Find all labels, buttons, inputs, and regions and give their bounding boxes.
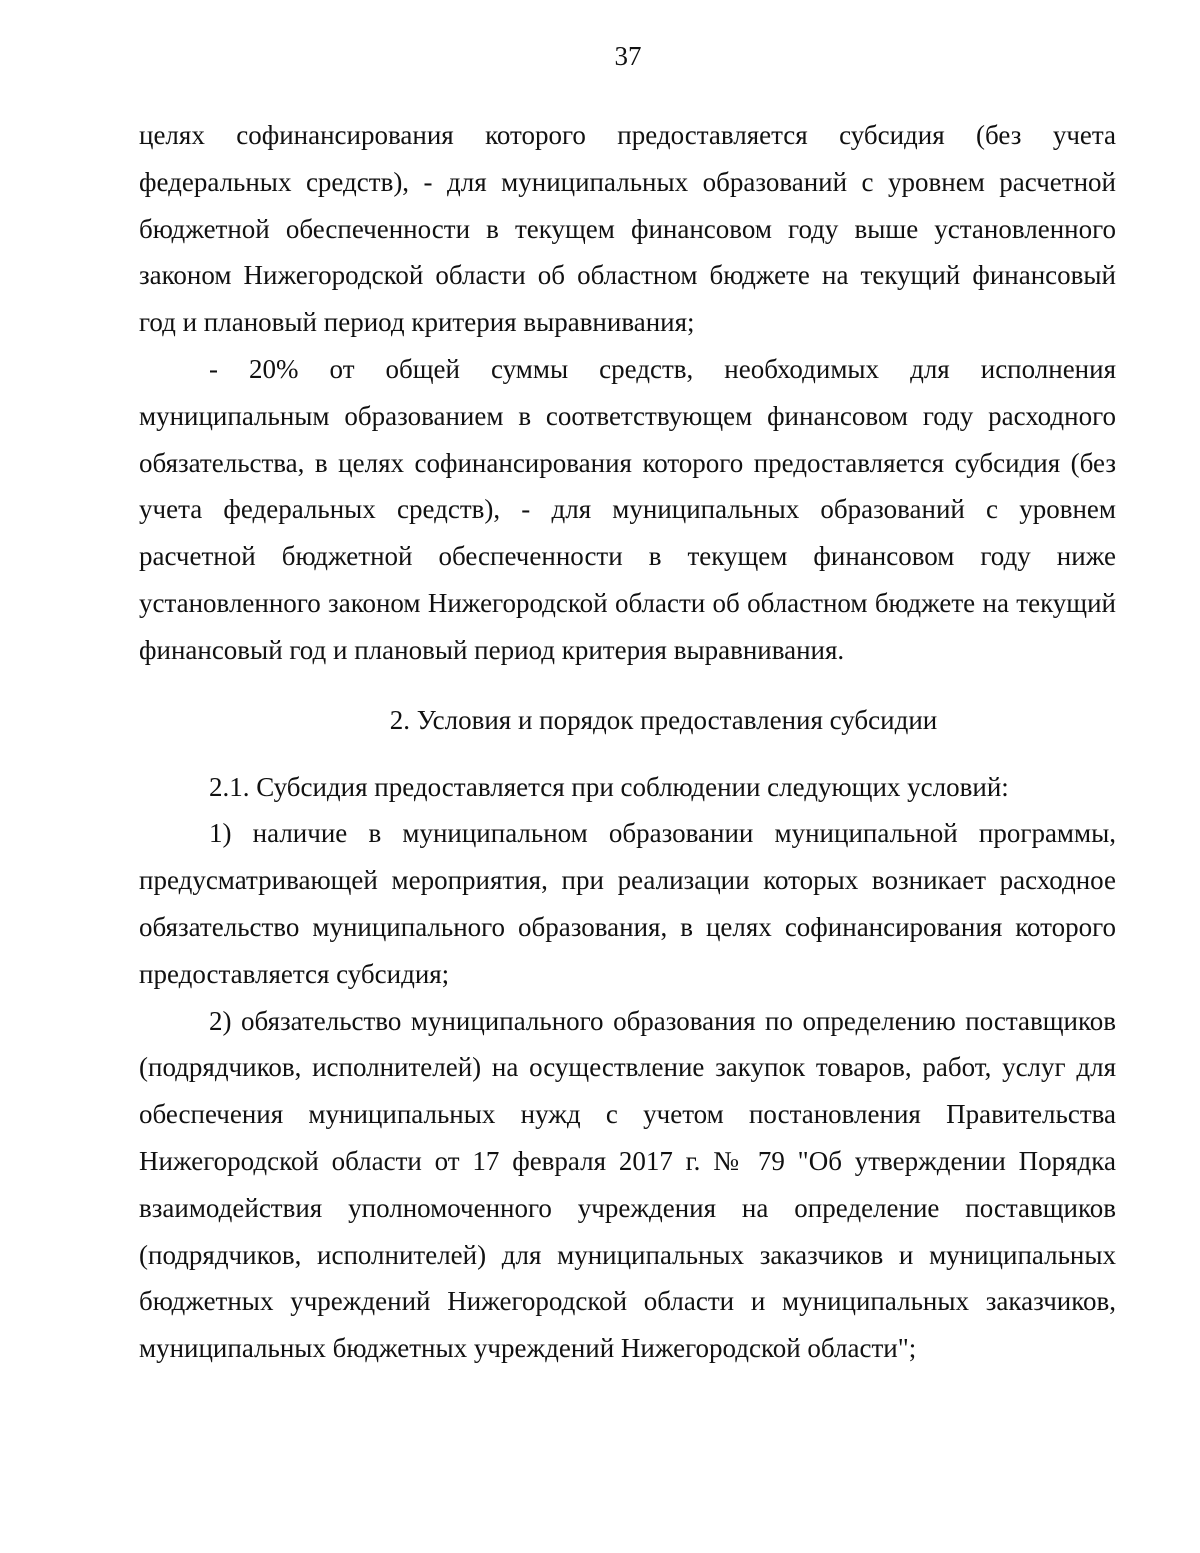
paragraph-condition-2: 2) обязательство муниципального образования по определению поставщиков (подрядчиков, исполнителей) на осуществление закупок товаров, работ, услуг для обеспечения муниципальных нужд с учетом постановления Правительства Нижегородской области от 17 февраля 2017 г. № 79 "Об утверждении Порядка взаимодействия уполномоченного учреждения на определение поставщиков (подрядчиков, исполнителей) для муниципальных заказчиков и муниципальных бюджетных учреждений Нижегородской области и муниципальных заказчиков, муниципальных бюджетных учреждений Нижегородской области";	[139, 1005, 1116, 1364]
document-body	[139, 112, 1116, 1372]
paragraph-continued-criteria: целях софинансирования которого предоставляется субсидия (без учета федеральных средств), - для муниципальных образований с уровнем расчетной бюджетной обеспеченности в текущем финансовом году выше установленного законом Нижегородской области об областном бюджете на текущий финансовый год и плановый период критерия выравнивания;	[139, 120, 1116, 338]
paragraph-twenty-percent: - 20% от общей суммы средств, необходимых для исполнения муниципальным образованием в соответствующем финансовом году расходного обязательства, в целях софинансирования которого предоставляется субсидия (без учета федеральных средств), - для муниципальных образований с уровнем расчетной бюджетной обеспеченности в текущем финансовом году ниже установленного законом Нижегородской области об областном бюджете на текущий финансовый год и плановый период критерия выравнивания.	[139, 353, 1116, 665]
section-heading: 2. Условия и порядок предоставления субсидии	[389, 704, 938, 735]
paragraph-condition-1: 1) наличие в муниципальном образовании муниципальной программы, предусматривающей мероприятия, при реализации которых возникает расходное обязательство муниципального образования, в целях софинансирования которого предоставляется субсидия;	[139, 818, 1116, 989]
paragraph-conditions-intro: 2.1. Субсидия предоставляется при соблюдении следующих условий:	[209, 771, 1009, 802]
page-number: 37	[614, 41, 642, 71]
